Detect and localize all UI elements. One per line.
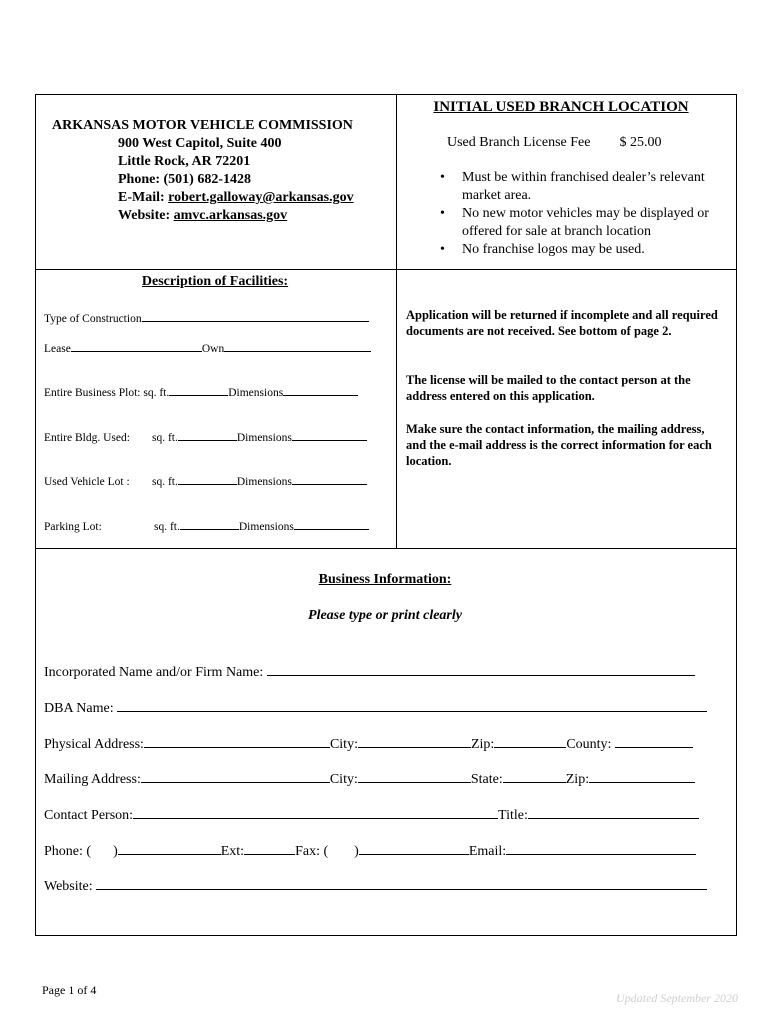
license-title: INITIAL USED BRANCH LOCATION	[433, 99, 689, 115]
note-contact-info: Make sure the contact information, the mailing address, and the e-mail address is the correct information for each location.	[406, 422, 712, 468]
sqft-label: sq. ft.	[154, 521, 180, 533]
ext-label: Ext:	[220, 844, 245, 859]
note-mailing: The license will be mailed to the contact person at the address entered on this application.	[406, 373, 691, 403]
sqft-label: sq. ft.	[152, 476, 178, 488]
fee-amount: $ 25.00	[619, 135, 662, 150]
contact-title-field[interactable]	[528, 804, 699, 819]
page-number: Page 1 of 4	[42, 983, 97, 997]
agency-website-link[interactable]: amvc.arkansas.gov	[173, 208, 288, 223]
incorporated-name-field[interactable]	[267, 661, 695, 676]
lease-own-row	[44, 339, 371, 355]
dba-label: DBA Name:	[44, 701, 114, 716]
dba-name-field[interactable]	[117, 697, 707, 712]
parking-lot-dimensions-field[interactable]	[294, 517, 369, 530]
lease-label: Lease	[44, 343, 71, 355]
phone-label: Phone: (	[44, 844, 92, 859]
business-info-title: Business Information:	[318, 572, 452, 587]
phone-area-close: )	[113, 844, 118, 859]
email-label: E-Mail:	[118, 190, 169, 205]
ext-field[interactable]	[244, 840, 295, 855]
own-label: Own	[201, 343, 225, 355]
mailing-address-label: Mailing Address:	[44, 772, 141, 787]
construction-field[interactable]	[142, 309, 369, 322]
mailing-state-field[interactable]	[503, 768, 566, 783]
business-plot-sqft-field[interactable]	[169, 383, 228, 396]
physical-zip-field[interactable]	[494, 733, 566, 748]
used-lot-sqft-field[interactable]	[178, 472, 237, 485]
dimensions-label: Dimensions	[228, 387, 284, 399]
business-plot-label: Entire Business Plot: sq. ft.	[44, 387, 170, 399]
requirement-item: • No franchise logos may be used.	[440, 241, 740, 259]
fax-area-close: )	[354, 844, 359, 859]
website-label: Website:	[118, 208, 174, 223]
email-field[interactable]	[506, 840, 696, 855]
city-label: City:	[329, 737, 358, 752]
mailing-address-row	[44, 768, 695, 788]
used-lot-dimensions-field[interactable]	[292, 472, 367, 485]
contact-person-label: Contact Person:	[44, 808, 134, 823]
construction-label: Type of Construction	[44, 313, 142, 325]
construction-row	[44, 309, 369, 325]
dimensions-label: Dimensions	[236, 476, 292, 488]
requirement-item: • No new motor vehicles may be displayed or offered for sale at branch location	[440, 205, 740, 241]
website-row	[44, 875, 707, 895]
physical-county-field[interactable]	[615, 733, 693, 748]
phone-row	[44, 840, 696, 860]
facilities-title: Description of Facilities:	[141, 274, 289, 289]
zip-label: Zip:	[565, 772, 590, 787]
business-plot-dimensions-field[interactable]	[283, 383, 358, 396]
physical-address-field[interactable]	[144, 733, 330, 748]
bldg-used-dimensions-field[interactable]	[292, 428, 367, 441]
phone-field[interactable]	[118, 840, 221, 855]
used-lot-row	[44, 472, 367, 488]
agency-address-line1: 900 West Capitol, Suite 400	[118, 136, 282, 151]
agency-phone: Phone: (501) 682-1428	[118, 172, 251, 187]
agency-block	[52, 117, 354, 225]
mailing-city-field[interactable]	[358, 768, 471, 783]
agency-name: ARKANSAS MOTOR VEHICLE COMMISSION	[52, 118, 353, 133]
physical-city-field[interactable]	[358, 733, 471, 748]
contact-row	[44, 804, 699, 824]
bldg-used-row	[44, 428, 367, 444]
county-label: County:	[566, 737, 612, 752]
email-field-label: Email:	[468, 844, 507, 859]
own-field[interactable]	[224, 339, 371, 352]
license-fee-row	[447, 135, 661, 151]
dimensions-label: Dimensions	[238, 521, 294, 533]
requirement-item: • Must be within franchised dealer’s relevant market area.	[440, 169, 740, 205]
parking-lot-sqft-field[interactable]	[180, 517, 239, 530]
business-website-field[interactable]	[96, 875, 707, 890]
fax-label: Fax: (	[295, 844, 329, 859]
agency-email-row	[52, 189, 354, 207]
business-plot-row	[44, 383, 358, 399]
license-requirements-list	[440, 169, 740, 259]
bldg-used-sqft-field[interactable]	[178, 428, 237, 441]
fee-label: Used Branch License Fee	[447, 135, 591, 150]
title-label: Title:	[498, 808, 528, 823]
used-lot-label: Used Vehicle Lot :	[44, 476, 130, 488]
agency-email-link[interactable]: robert.galloway@arkansas.gov	[168, 190, 354, 205]
mailing-zip-field[interactable]	[589, 768, 695, 783]
physical-address-label: Physical Address:	[44, 737, 144, 752]
dimensions-label: Dimensions	[236, 432, 292, 444]
sqft-label: sq. ft.	[152, 432, 178, 444]
dba-row	[44, 697, 707, 717]
bldg-used-label: Entire Bldg. Used:	[44, 432, 130, 444]
mailing-address-field[interactable]	[141, 768, 330, 783]
city-label: City:	[329, 772, 358, 787]
parking-lot-row	[44, 517, 369, 533]
zip-label: Zip:	[470, 737, 495, 752]
updated-date: Updated September 2020	[616, 991, 738, 1005]
business-website-label: Website:	[44, 879, 93, 894]
incorporated-row	[44, 661, 695, 681]
incorporated-label: Incorporated Name and/or Firm Name:	[44, 665, 264, 680]
agency-website-row	[52, 207, 354, 225]
agency-address-line2: Little Rock, AR 72201	[118, 154, 251, 169]
business-info-subtitle: Please type or print clearly	[308, 608, 462, 623]
note-incomplete: Application will be returned if incomplete and all required documents are not received. See bottom of page 2.	[406, 308, 718, 338]
fax-field[interactable]	[359, 840, 469, 855]
state-label: State:	[470, 772, 503, 787]
lease-field[interactable]	[71, 339, 202, 352]
parking-lot-label: Parking Lot:	[44, 521, 102, 533]
contact-person-field[interactable]	[133, 804, 498, 819]
physical-address-row	[44, 733, 693, 753]
